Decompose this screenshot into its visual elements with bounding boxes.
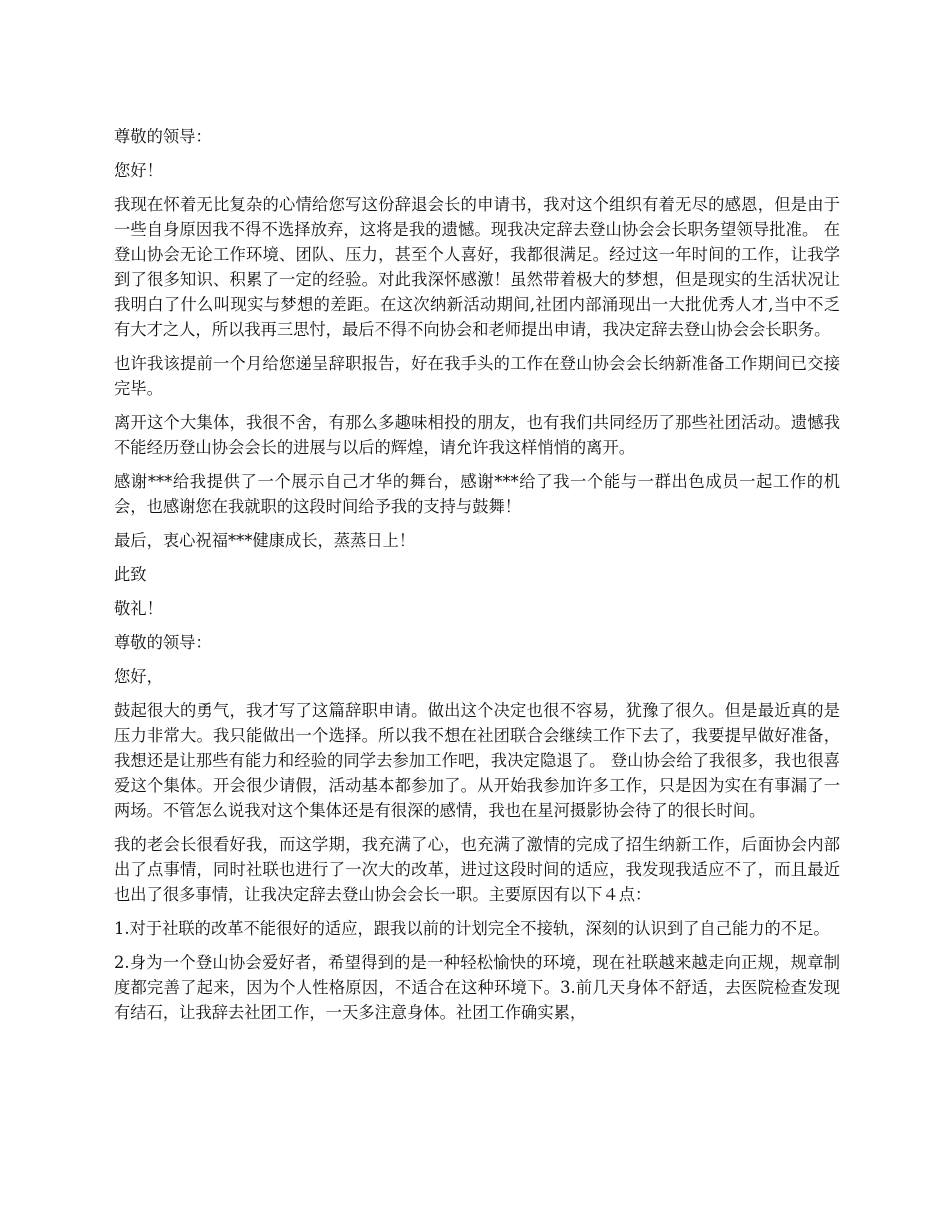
body-paragraph: 我现在怀着无比复杂的心情给您写这份辞退会长的申请书，我对这个组织有着无尽的感恩，但是由于一些自身原因我不得不选择放弃，这将是我的遗憾。现我决定辞去登山协会会长职务望领导批准。 在登山协会无论工作环境、团队、压力，甚至个人喜好，我都很满足。经过这一年时间的工作，让我学到了很多知识、积累了一定的经验。对此我深怀感激！虽然带着极大的梦想，但是现实的生活状况让我明白了什么叫现实与梦想的差距。在这次纳新活动期间,社团内部涌现出一大批优秀人才,当中不乏有大才之人，所以我再三思忖，最后不得不向协会和老师提出申请，我决定辞去登山协会会长职务。: [114, 195, 840, 339]
greeting: 您好！: [114, 161, 163, 180]
body-paragraph: 鼓起很大的勇气，我才写了这篇辞职申请。做出这个决定也很不容易，犹豫了很久。但是最近真的是压力非常大。我只能做出一个选择。所以我不想在社团联合会继续工作下去了，我要提早做好准备，我想还是让那些有能力和经验的同学去参加工作吧，我决定隐退了。 登山协会给了我很多，我也很喜爱这个集体。开会很少请假，活动基本都参加了。从开始我参加许多工作，只是因为实在有事漏了一两场。不管怎么说我对这个集体还是有很深的感情，我也在星河摄影协会待了的很长时间。: [114, 701, 840, 820]
salutation: 尊敬的领导：: [114, 127, 212, 146]
salutation: 尊敬的领导：: [114, 633, 212, 652]
body-paragraph: 我的老会长很看好我，而这学期，我充满了心，也充满了激情的完成了招生纳新工作，后面协会内部出了点事情，同时社联也进行了一次大的改革，进过这段时间的适应，我发现我适应不了，而且最近也出了很多事情，让我决定辞去登山协会会长一职。主要原因有以下４点：: [114, 835, 840, 904]
body-paragraph: 也许我该提前一个月给您递呈辞职报告，好在我手头的工作在登山协会会长纳新准备工作期间已交接完毕。: [114, 354, 840, 398]
body-paragraph: 2.身为一个登山协会爱好者，希望得到的是一种轻松愉快的环境，现在社联越来越走向正规，规章制度都完善了起来，因为个人性格原因，不适合在这种环境下。3.前几天身体不舒适，去医院检查发现有结石，让我辞去社团工作，一天多注意身体。社团工作确实累，: [114, 953, 840, 1022]
document-page: [114, 124, 840, 1034]
body-paragraph: 最后，衷心祝福***健康成长，蒸蒸日上！: [114, 531, 416, 550]
closing-line: 此致: [114, 565, 147, 584]
body-paragraph: 1.对于社联的改革不能很好的适应，跟我以前的计划完全不接轨，深刻的认识到了自己能力的不足。: [114, 919, 830, 938]
greeting: 您好，: [114, 667, 163, 686]
closing-line: 敬礼！: [114, 599, 163, 618]
body-paragraph: 感谢***给我提供了一个展示自己才华的舞台，感谢***给了我一个能与一群出色成员一起工作的机会，也感谢您在我就职的这段时间给予我的支持与鼓舞！: [114, 472, 840, 516]
body-paragraph: 离开这个大集体，我很不舍，有那么多趣味相投的朋友，也有我们共同经历了那些社团活动。遗憾我不能经历登山协会会长的进展与以后的辉煌，请允许我这样悄悄的离开。: [114, 413, 840, 457]
